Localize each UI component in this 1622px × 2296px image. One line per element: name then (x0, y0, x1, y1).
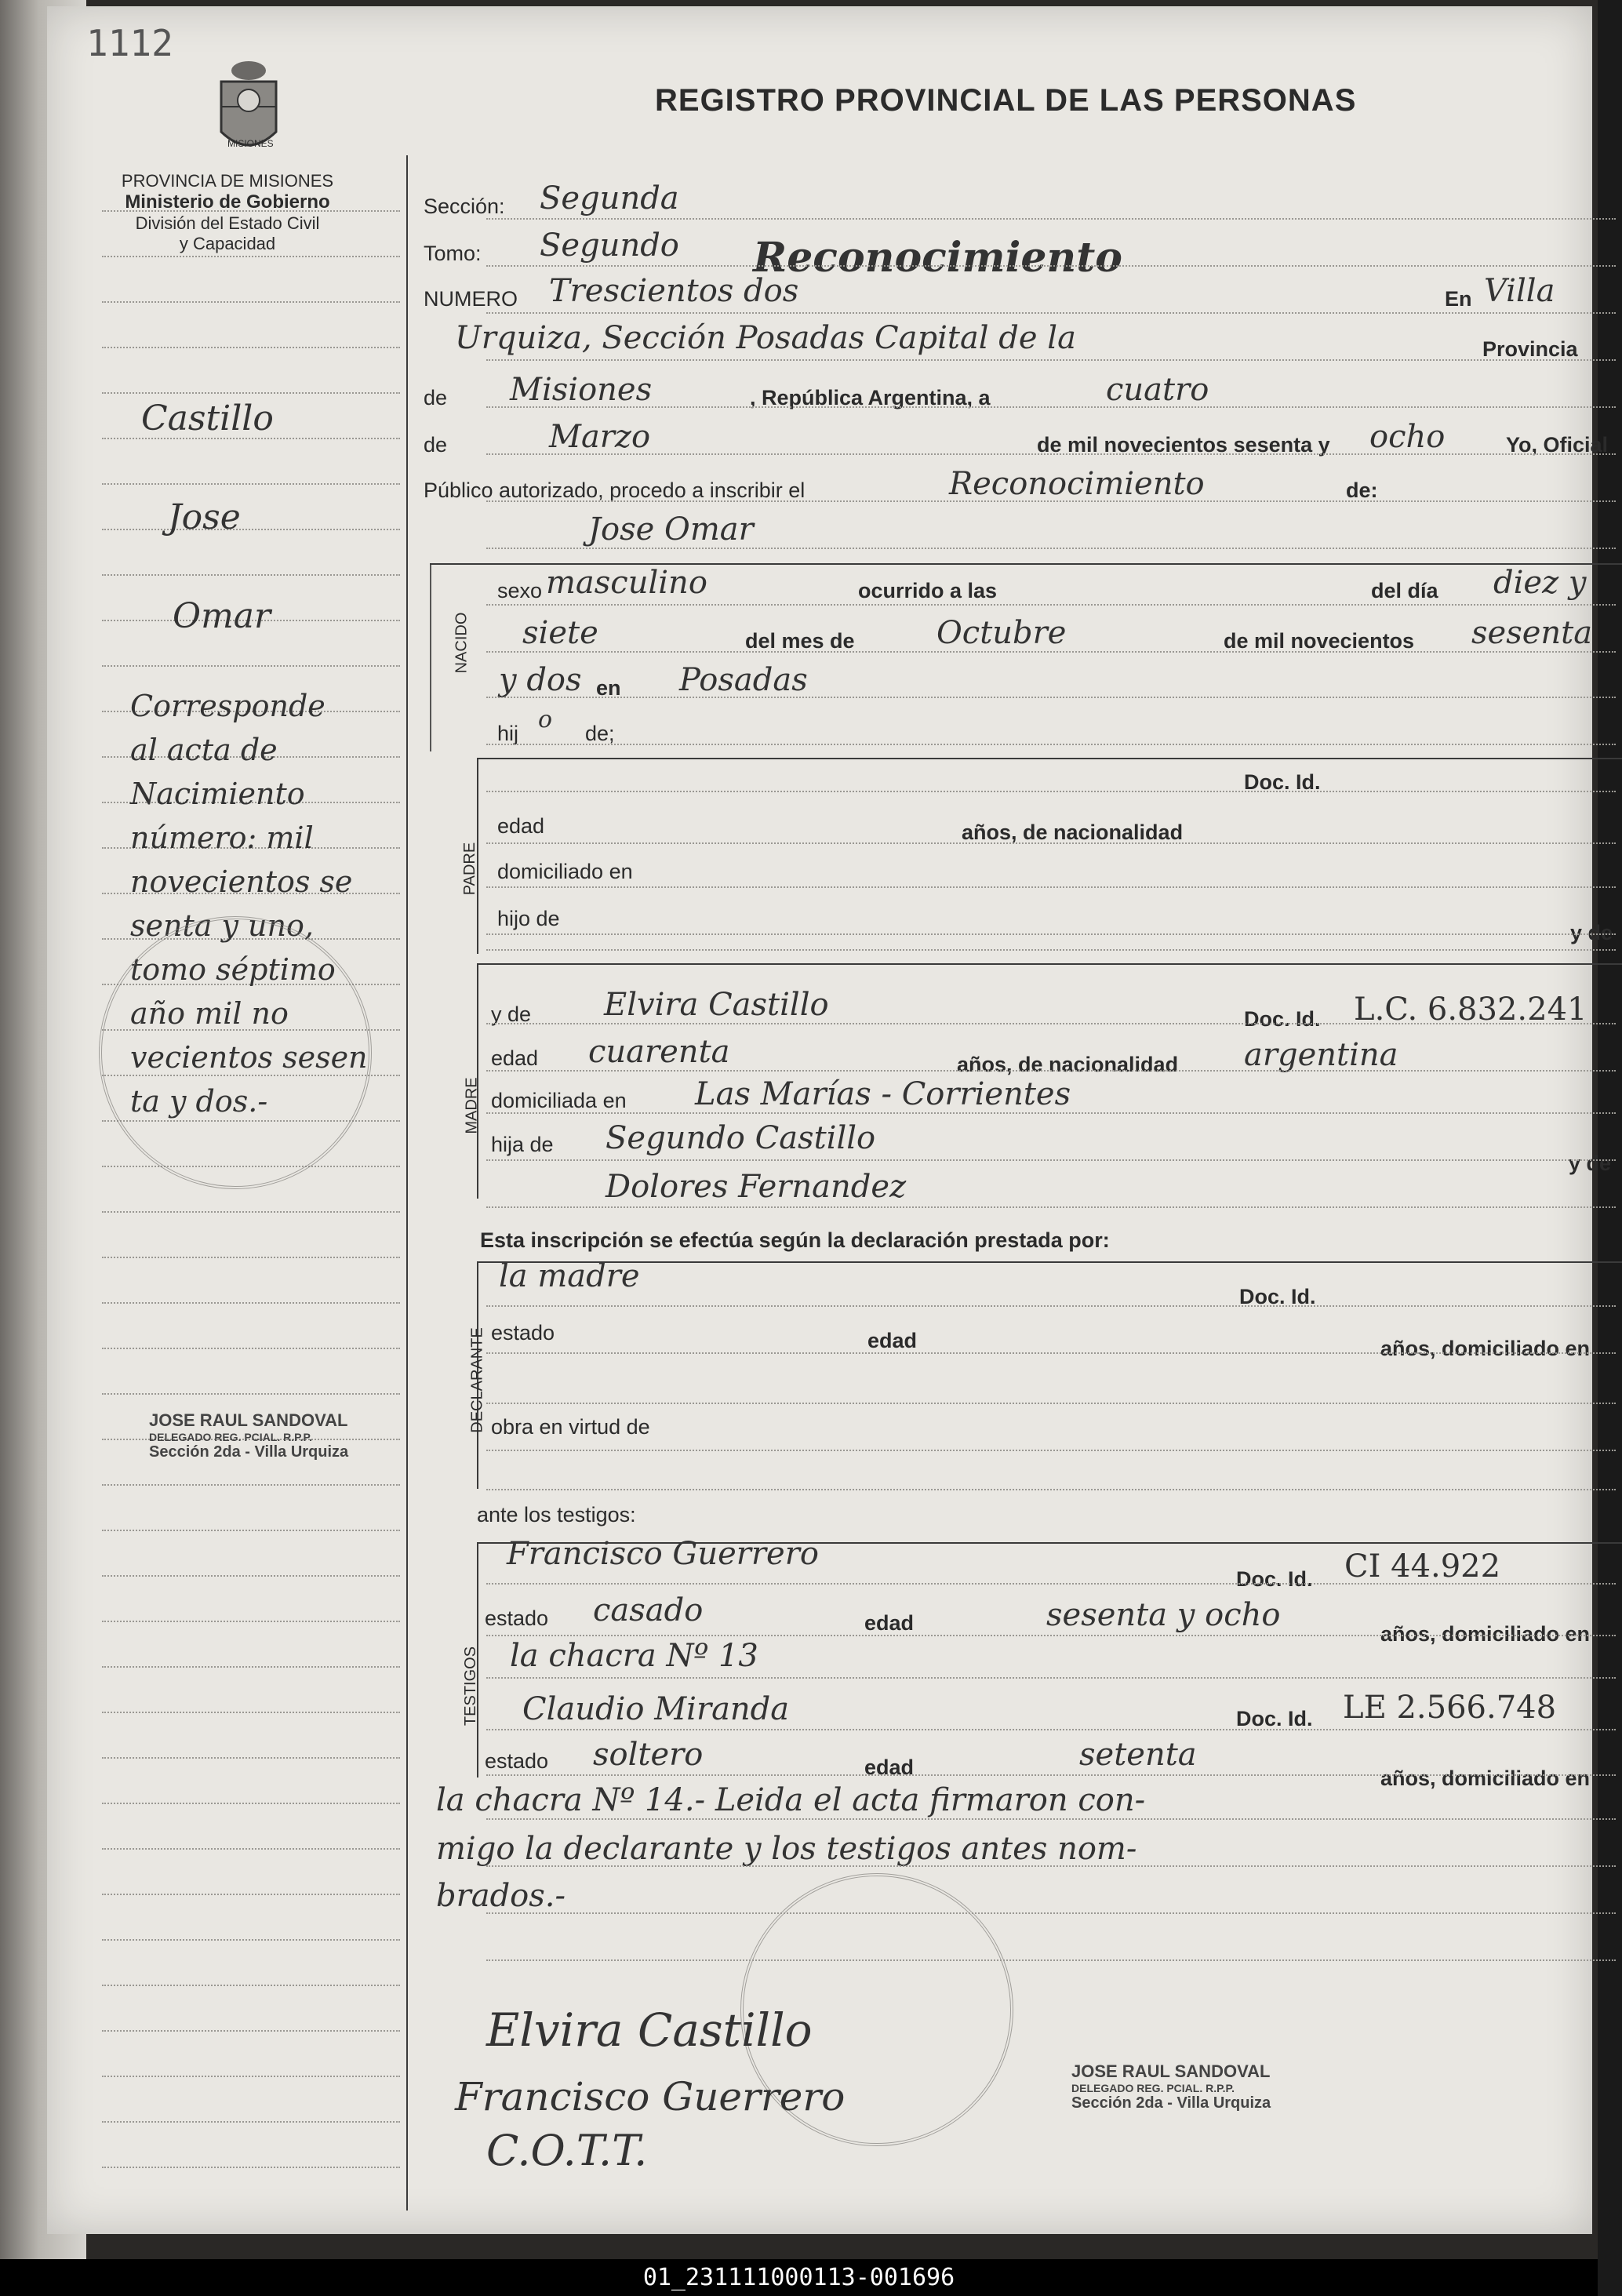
label-hijo-de: de; (585, 722, 615, 745)
label-y-de-madre: y de (491, 1002, 532, 1026)
label-edad-testigo1: edad (864, 1611, 915, 1635)
margin-rule (102, 1302, 400, 1304)
value-numero: Trescientos dos (549, 273, 799, 309)
margin-rule (102, 1848, 400, 1850)
margin-rule (102, 2030, 400, 2032)
label-edad-padre: edad (497, 814, 545, 838)
stamp-line: DELEGADO REG. PCIAL. R.P.P. (1071, 2082, 1235, 2094)
value-anio: ocho (1369, 419, 1446, 455)
stamp-line: Sección 2da - Villa Urquiza (1071, 2094, 1271, 2112)
section-declarante: DECLARANTE (468, 1327, 486, 1433)
margin-rule (102, 1530, 400, 1531)
closing-line: la chacra Nº 14.- Leida el acta firmaron con- (436, 1782, 1146, 1818)
value-sexo: masculino (546, 565, 707, 601)
value-provincia: Misiones (510, 372, 653, 408)
label-hija-de: hija de (491, 1133, 554, 1156)
label-dom-madre: domiciliada en (491, 1089, 627, 1112)
delegate-stamp (1071, 2061, 1271, 2112)
margin-rule (102, 1803, 400, 1804)
margin-rule (102, 2121, 400, 2123)
label-y-de-padre: y de (1570, 921, 1613, 944)
margin-rule (102, 301, 400, 303)
signature: C.O.T.T. (486, 2126, 648, 2175)
value-madre-edad: cuarenta (588, 1034, 730, 1070)
closing-line: brados.- (436, 1878, 566, 1914)
signature: Francisco Guerrero (455, 2074, 846, 2120)
value-dia-nac-2: siete (522, 615, 598, 651)
margin-rule (102, 2167, 400, 2168)
body-rule (486, 1677, 1616, 1679)
body-rule (486, 842, 1616, 844)
value-mes: Marzo (549, 419, 651, 455)
margin-annotation-line: Corresponde (130, 689, 325, 723)
value-testigo2-nombre: Claudio Miranda (522, 1691, 790, 1727)
body-rule (486, 312, 1616, 314)
label-estado-declarante: estado (491, 1321, 555, 1344)
label-dom-declarante: años, domiciliado en (1380, 1337, 1591, 1360)
overwrite-text: Reconocimiento (753, 234, 1122, 282)
body-rule (486, 1403, 1616, 1404)
section-divider (477, 1261, 1622, 1263)
label-mil-novecientos: de mil novecientos (1224, 629, 1415, 653)
frame-line (430, 563, 431, 751)
closing-line: migo la declarante y los testigos antes nom- (436, 1831, 1137, 1867)
body-rule (486, 886, 1616, 888)
scan-id-bar (0, 2259, 1598, 2296)
issuer-line: División del Estado Civil (135, 213, 320, 233)
section-testigos: TESTIGOS (462, 1646, 480, 1727)
margin-nombre-2: Omar (173, 596, 271, 636)
value-madre-nombre: Elvira Castillo (604, 987, 829, 1023)
value-dia-nac-1: diez y (1493, 565, 1587, 601)
label-obra: obra en virtud de (491, 1415, 650, 1439)
body-rule (486, 453, 1616, 455)
body-rule (486, 604, 1616, 606)
body-rule (486, 697, 1616, 698)
margin-annotation-line: vecientos sesen (130, 1040, 368, 1075)
label-esta-inscripcion: Esta inscripción se efectúa según la declaración prestada por: (480, 1228, 1110, 1252)
label-en: En (1445, 287, 1472, 311)
margin-rule (102, 1257, 400, 1258)
margin-rule (102, 1575, 400, 1577)
value-testigo2-estado: soltero (593, 1737, 704, 1773)
value-dia: cuatro (1106, 372, 1209, 408)
margin-rule (102, 347, 400, 348)
body-rule (486, 791, 1616, 792)
section-divider (477, 963, 1622, 965)
value-acto: Reconocimiento (949, 466, 1205, 502)
margin-rule (102, 1939, 400, 1941)
issuer-block (110, 171, 345, 254)
body-rule (486, 1206, 1616, 1208)
label-yo-oficial: Yo, Oficial (1506, 433, 1609, 457)
value-testigo1-dom: la chacra Nº 13 (510, 1638, 758, 1674)
label-edad-testigo2: edad (864, 1756, 915, 1779)
margin-annotation-line: al acta de (130, 733, 278, 767)
signature: Elvira Castillo (486, 2003, 813, 2057)
margin-rule (102, 529, 400, 530)
body-rule (486, 548, 1616, 549)
label-edad-declarante: edad (867, 1329, 918, 1352)
label-publico: Público autorizado, procedo a inscribir el (424, 478, 806, 502)
stamp-line: JOSE RAUL SANDOVAL (149, 1410, 348, 1430)
value-hijo-suffix: o (538, 706, 553, 733)
stamp-line: DELEGADO REG. PCIAL. R.P.P. (149, 1431, 312, 1443)
label-estado-testigo1: estado (485, 1606, 549, 1630)
frame-line (406, 155, 408, 2210)
body-rule (486, 406, 1616, 408)
section-madre: MADRE (463, 1077, 481, 1134)
label-del-mes: del mes de (745, 629, 855, 653)
body-rule (486, 1583, 1616, 1585)
label-provincia: Provincia (1482, 337, 1578, 361)
margin-rule (102, 2076, 400, 2077)
margin-annotation-line: número: mil (130, 821, 314, 855)
body-rule (486, 1023, 1616, 1024)
label-hijo-de-padre: hijo de (497, 907, 560, 930)
value-lugar: Urquiza, Sección Posadas Capital de la (455, 320, 1076, 356)
label-nac-madre: años, de nacionalidad (957, 1053, 1179, 1076)
margin-rule (102, 1484, 400, 1486)
value-testigo1-nombre: Francisco Guerrero (507, 1536, 819, 1572)
label-estado-testigo2: estado (485, 1749, 549, 1773)
section-padre: PADRE (461, 842, 479, 896)
registry-seal (99, 916, 372, 1189)
body-rule (486, 1159, 1616, 1161)
value-testigo1-edad: sesenta y ocho (1046, 1597, 1281, 1633)
value-lugar-nac: Posadas (679, 662, 808, 698)
body-rule (486, 1489, 1616, 1490)
margin-rule (102, 256, 400, 257)
scan-id: 01_231111000113-001696 (642, 2264, 955, 2291)
margin-rule (102, 483, 400, 485)
label-sesenta-y: de mil novecientos sesenta y (1037, 433, 1330, 457)
value-seccion: Segunda (540, 180, 679, 217)
body-rule (486, 1450, 1616, 1451)
value-nombre: Jose Omar (588, 511, 754, 548)
value-en: Villa (1484, 273, 1555, 309)
margin-annotation-line: año mil no (130, 996, 289, 1031)
body-rule (486, 359, 1616, 361)
label-dom-testigo1: años, domiciliado en (1380, 1622, 1591, 1646)
label-dom-padre: domiciliado en (497, 860, 633, 883)
margin-annotation-line: senta y uno, (130, 908, 314, 943)
label-de: de (424, 386, 448, 409)
section-nacido: NACIDO (453, 612, 471, 674)
margin-rule (102, 392, 400, 394)
margin-apellido: Castillo (141, 398, 274, 438)
body-rule (486, 1912, 1616, 1914)
value-madre-padre: Segundo Castillo (606, 1120, 876, 1156)
value-testigo2-edad: setenta (1079, 1737, 1197, 1773)
body-rule (486, 1774, 1616, 1776)
page-number: 1112 (86, 22, 173, 64)
margin-rule (102, 665, 400, 667)
label-de-mes: de (424, 433, 448, 457)
margin-rule (102, 574, 400, 576)
value-testigo2-doc: LE 2.566.748 (1343, 1690, 1557, 1726)
body-rule (486, 1865, 1616, 1867)
value-anio-nac-2: y dos (499, 662, 582, 698)
margin-rule (102, 1985, 400, 1986)
label-nac-padre: años, de nacionalidad (962, 821, 1184, 844)
value-madre-doc: L.C. 6.832.241 (1354, 992, 1587, 1028)
value-mes-nac: Octubre (936, 615, 1067, 651)
label-doc-madre: Doc. Id. (1244, 1007, 1321, 1031)
section-divider (477, 758, 1622, 759)
value-testigo1-estado: casado (593, 1592, 704, 1628)
margin-rule (102, 1712, 400, 1713)
value-madre-dom: Las Marías - Corrientes (695, 1076, 1071, 1112)
value-madre-madre: Dolores Fernandez (606, 1169, 907, 1205)
issuer-line: y Capacidad (179, 234, 276, 253)
stamp-line: Sección 2da - Villa Urquiza (149, 1443, 349, 1461)
body-rule (486, 1112, 1616, 1114)
margin-rule (102, 1393, 400, 1395)
body-rule (486, 651, 1616, 653)
label-ante-testigos: ante los testigos: (477, 1503, 636, 1526)
label-del-dia: del día (1371, 579, 1438, 602)
body-rule (486, 1959, 1616, 1961)
body-rule (486, 744, 1616, 745)
margin-annotation-line: tomo séptimo (130, 952, 336, 987)
margin-rule (102, 1666, 400, 1668)
margin-nombre-1: Jose (168, 497, 241, 537)
margin-annotation-line: ta y dos.- (130, 1084, 268, 1119)
body-rule (486, 933, 1616, 935)
body-rule (486, 1070, 1616, 1072)
label-seccion: Sección: (424, 195, 505, 218)
label-hijo: hij (497, 722, 519, 745)
province-emblem (216, 60, 281, 163)
label-en-nac: en (596, 676, 621, 700)
delegate-stamp (149, 1410, 348, 1461)
body-rule (486, 500, 1616, 502)
margin-annotation-line: Nacimiento (130, 777, 305, 811)
body-rule (486, 1818, 1616, 1820)
label-doc-declarante: Doc. Id. (1239, 1285, 1316, 1308)
value-tomo: Segundo (540, 227, 679, 264)
margin-rule (102, 1621, 400, 1622)
emblem-text: MISIONES (227, 138, 274, 149)
issuer-line: Ministerio de Gobierno (125, 191, 330, 213)
label-ocurrido: ocurrido a las (858, 579, 998, 602)
body-rule (486, 1352, 1616, 1354)
label-doc-testigo1: Doc. Id. (1236, 1567, 1313, 1591)
label-doc-testigo2: Doc. Id. (1236, 1707, 1313, 1730)
margin-annotation-line: novecientos se (130, 864, 353, 899)
body-rule (486, 265, 1616, 267)
value-anio-nac-1: sesenta (1471, 615, 1593, 651)
stamp-line: JOSE RAUL SANDOVAL (1071, 2061, 1271, 2081)
label-tomo: Tomo: (424, 242, 482, 265)
margin-rule (102, 1348, 400, 1349)
value-declarante: la madre (499, 1258, 640, 1294)
body-rule (486, 1635, 1616, 1636)
value-testigo1-doc: CI 44.922 (1344, 1548, 1501, 1585)
body-rule (486, 1305, 1616, 1307)
label-sexo: sexo (497, 579, 543, 602)
label-republica: , República Argentina, a (750, 386, 991, 409)
page-title: REGISTRO PROVINCIAL DE LAS PERSONAS (655, 83, 1357, 118)
label-y-de-abuela: y de (1569, 1152, 1612, 1175)
margin-rule (102, 1894, 400, 1895)
value-madre-nac: argentina (1244, 1037, 1398, 1073)
label-edad-madre: edad (491, 1046, 539, 1070)
label-de-colon: de: (1346, 478, 1378, 502)
issuer-line: PROVINCIA DE MISIONES (121, 171, 334, 191)
body-rule (486, 1729, 1616, 1730)
margin-rule (102, 1211, 400, 1213)
label-doc-padre: Doc. Id. (1244, 770, 1321, 794)
margin-rule (102, 1757, 400, 1759)
label-numero: NUMERO (424, 287, 518, 311)
register-sheet (47, 6, 1613, 2234)
body-rule (486, 949, 1616, 951)
label-dom-testigo2: años, domiciliado en (1380, 1767, 1591, 1790)
body-rule (486, 218, 1616, 220)
